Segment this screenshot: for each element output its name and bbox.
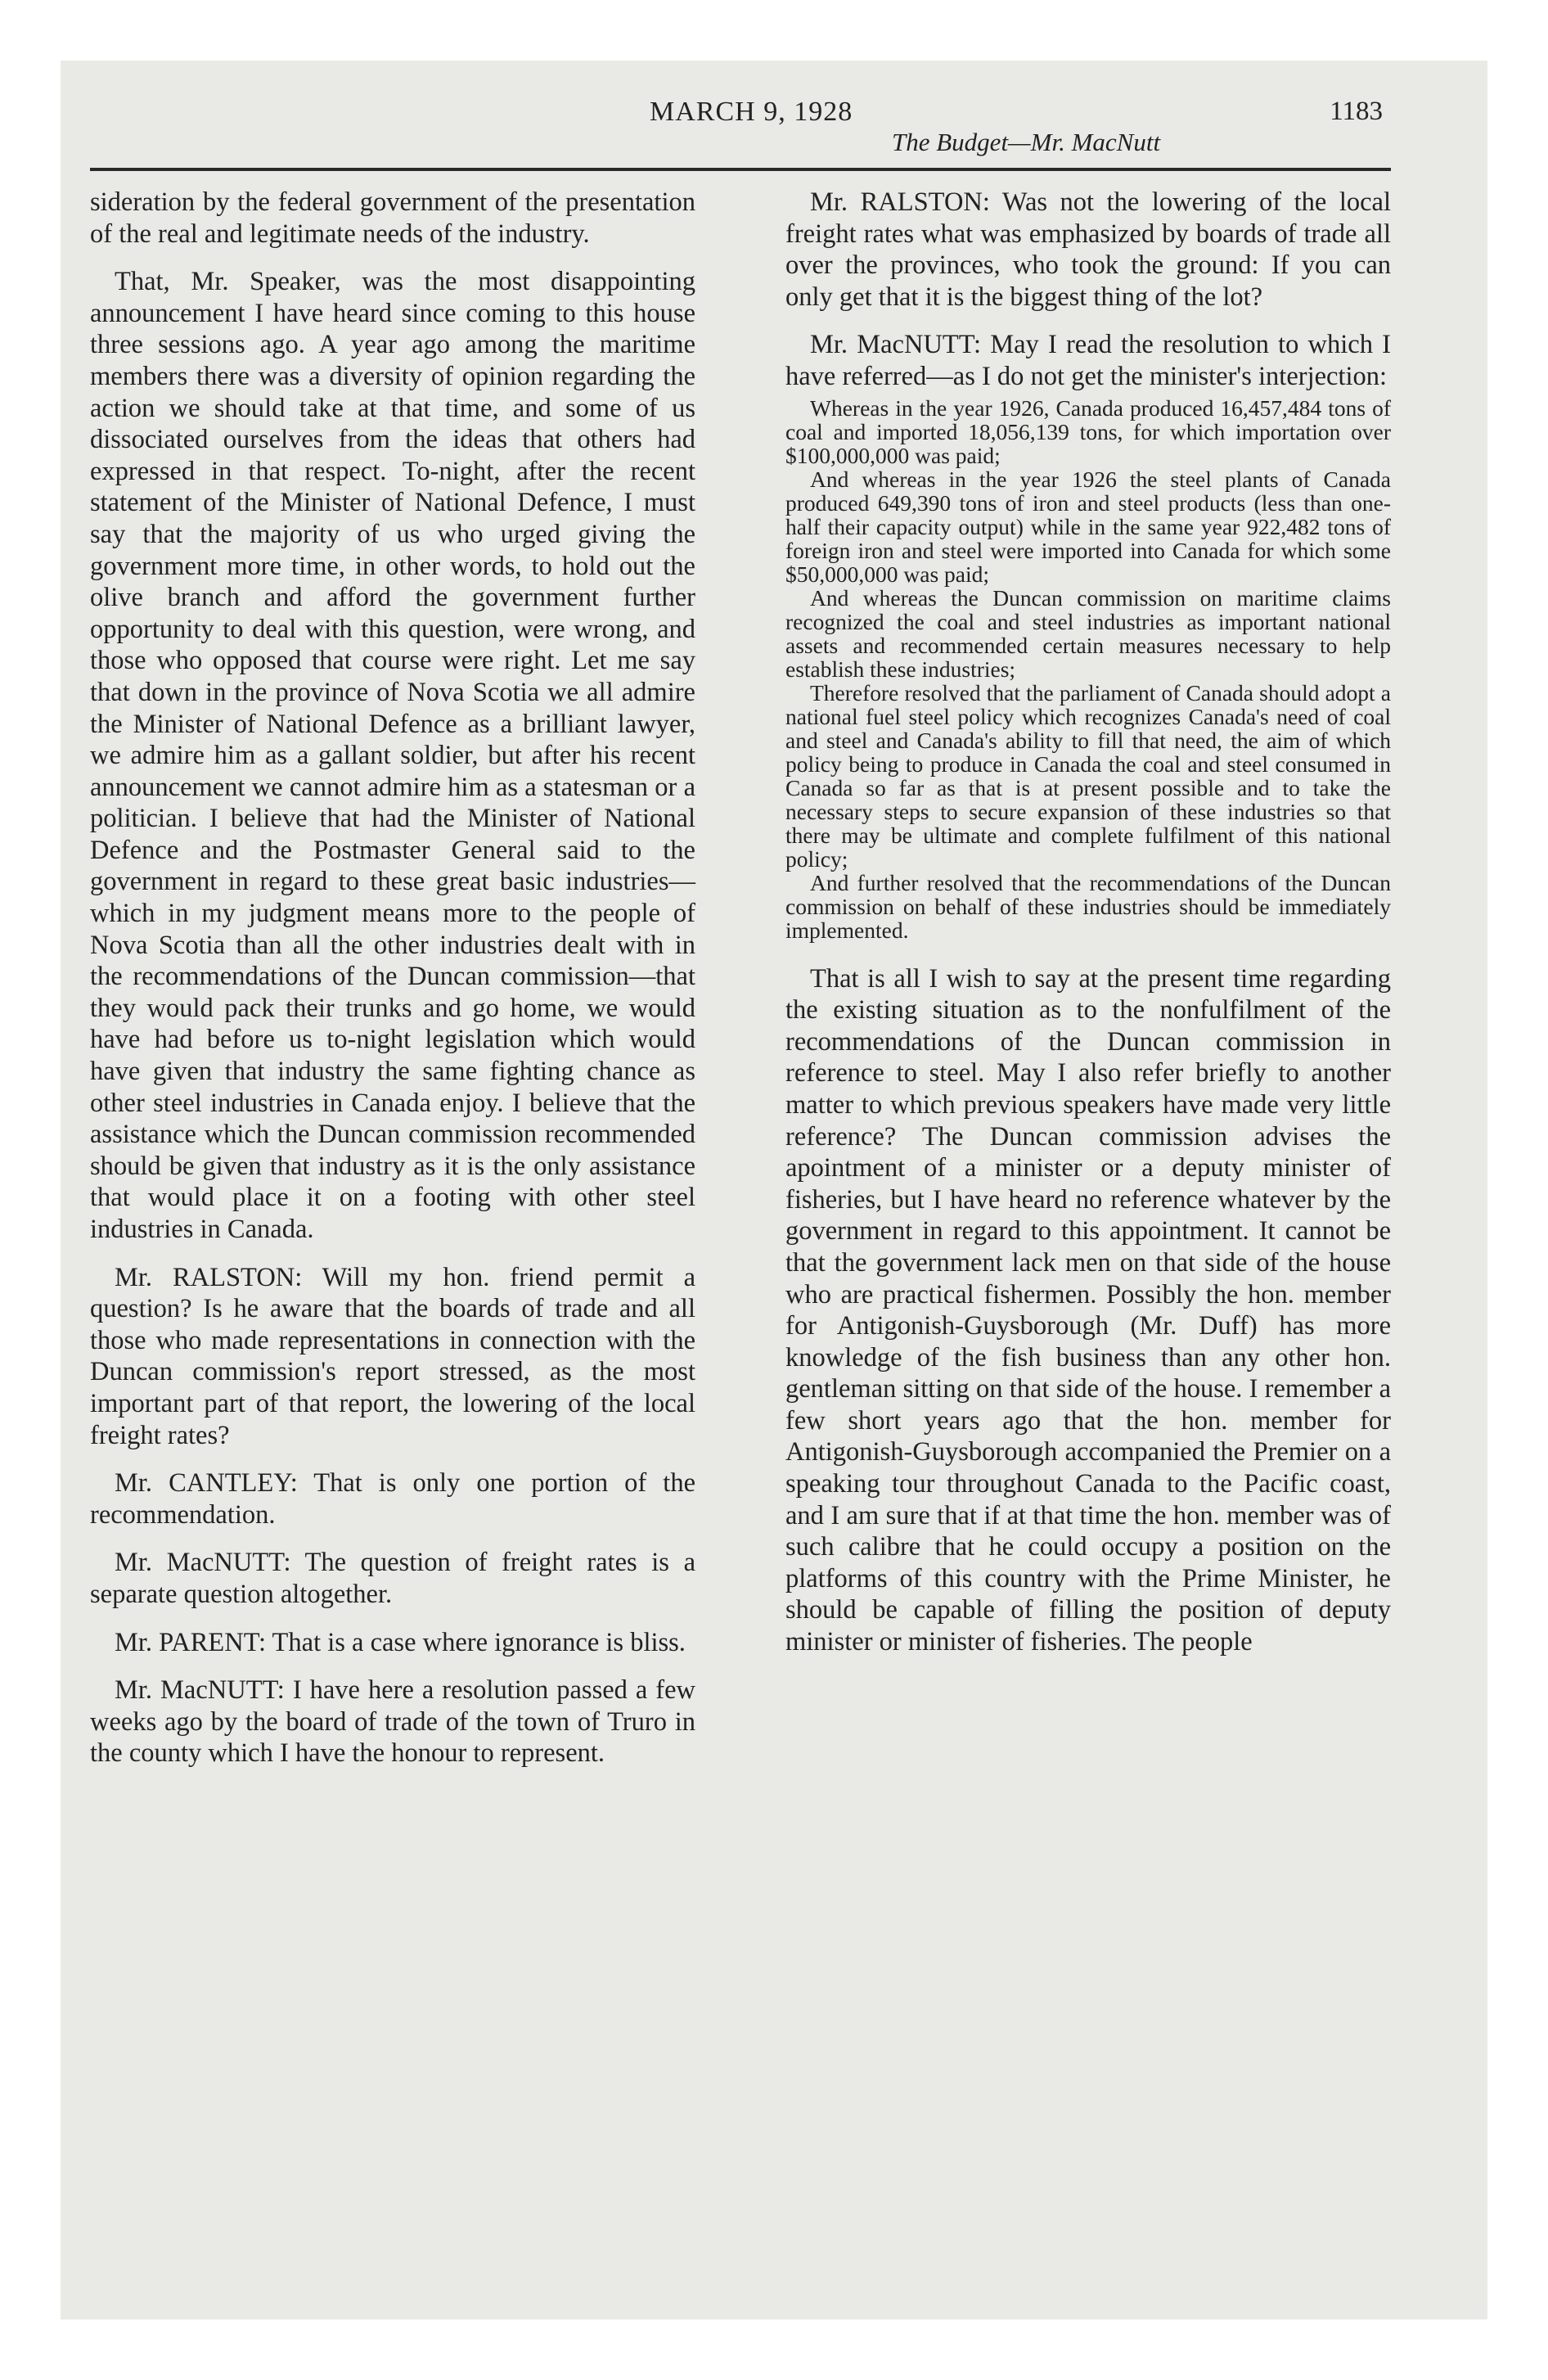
paragraph: Mr. RALSTON: Will my hon. friend permit a question? Is he aware that the boards of trade and all those who made representations in connection with the Duncan commission's report stressed, as the most important part of that report, the lowering of the local freight rates?	[90, 1262, 695, 1450]
paragraph: Mr. CANTLEY: That is only one portion of the recommendation.	[90, 1468, 695, 1530]
paragraph: Mr. MacNUTT: The question of freight rates is a separate question altogether.	[90, 1548, 695, 1609]
paragraph: Mr. MacNUTT: I have here a resolution passed a few weeks ago by the board of trade of the town of Truro in the county which I have the honour to represent.	[90, 1675, 695, 1769]
left-column	[90, 187, 695, 1786]
quoted-resolution	[785, 396, 1391, 942]
paragraph: sideration by the federal government of the presentation of the real and legitimate needs of the industry.	[90, 187, 695, 249]
resolution-clause: And further resolved that the recommendations of the Duncan commission on behalf of these industries should be immediately implemented.	[785, 869, 1391, 943]
header-running-title: The Budget—Mr. MacNutt	[892, 128, 1161, 156]
paragraph: That, Mr. Speaker, was the most disappointing announcement I have heard since coming to this house three sessions ago. A year ago among the maritime members there was a diversity of opinion regarding the action we should take at that time, and some of us dissociated ourselves from the ideas that others had expressed in that respect. To-night, after the recent statement of the Minister of National Defence, I must say that the majority of us who urged giving the government more time, in other words, to hold out the olive branch and afford the government further opportunity to deal with this question, were wrong, and those who opposed that course were right. Let me say that down in the province of Nova Scotia we all admire the Minister of National Defence as a brilliant lawyer, we admire him as a gallant soldier, but after his recent announcement we cannot admire him as a statesman or a politician. I believe that had the Minister of National Defence and the Postmaster General said to the government in regard to these great basic industries—which in my judgment means more to the people of Nova Scotia than all the other industries dealt with in the recommendations of the Duncan commission—that they would pack their trunks and go home, we would have had before us to-night legislation which would have given that industry the same fighting chance as other steel industries in Canada enjoy. I believe that the assistance which the Duncan commission recommended should be given that industry as it is the only assistance that would place it on a footing with other steel industries in Canada.	[90, 267, 695, 1244]
paragraph: Mr. RALSTON: Was not the lowering of the local freight rates what was emphasized by boards of trade all over the provinces, who took the ground: If you can only get that it is the biggest thing of the lot?	[785, 187, 1391, 312]
paragraph: Mr. MacNUTT: May I read the resolution to which I have referred—as I do not get the minister's interjection:	[785, 330, 1391, 391]
right-column	[785, 187, 1391, 1675]
page-header	[90, 82, 1391, 172]
resolution-clause: And whereas in the year 1926 the steel plants of Canada produced 649,390 tons of iron and steel products (less than one-half their capacity output) while in the same year 922,482 tons of foreign iron and steel were imported into Canada for which some $50,000,000 was paid;	[785, 466, 1391, 587]
header-rule	[90, 168, 1391, 171]
resolution-clause: And whereas the Duncan commission on maritime claims recognized the coal and steel industries as important national assets and recommended certain measures necessary to help establish these industries;	[785, 584, 1391, 682]
paragraph: That is all I wish to say at the present time regarding the existing situation as to the nonfulfilment of the recommendations of the Duncan commission in reference to steel. May I also refer briefly to another matter to which previous speakers have made very little reference? The Duncan commission advises the apointment of a minister or a deputy minister of fisheries, but I have heard no reference whatever by the government in regard to this appointment. It cannot be that the government lack men on that side of the house who are practical fishermen. Possibly the hon. member for Antigonish-Guysborough (Mr. Duff) has more knowledge of the fish business than any other hon. gentleman sitting on that side of the house. I remember a few short years ago that the hon. member for Antigonish-Guysborough accompanied the Premier on a speaking tour throughout Canada to the Pacific coast, and I am sure that if at that time the hon. member was of such calibre that he could occupy a position on the platforms of this country with the Prime Minister, he should be capable of filling the position of deputy minister or minister of fisheries. The people	[785, 963, 1391, 1657]
resolution-clause: Whereas in the year 1926, Canada produced 16,457,484 tons of coal and imported 18,056,139 tons, for which importation over $100,000,000 was paid;	[785, 394, 1391, 468]
paragraph: Mr. PARENT: That is a case where ignorance is bliss.	[115, 1627, 686, 1657]
header-date: MARCH 9, 1928	[650, 97, 853, 127]
header-page-number: 1183	[1330, 97, 1383, 126]
resolution-clause: Therefore resolved that the parliament of Canada should adopt a national fuel steel policy which recognizes Canada's need of coal and steel and Canada's ability to fill that need, the aim of which policy being to produce in Canada the coal and steel consumed in Canada so far as that is at present possible and to take the necessary steps to secure expansion of these industries so that there may be ultimate and complete fulfilment of this national policy;	[785, 679, 1391, 872]
